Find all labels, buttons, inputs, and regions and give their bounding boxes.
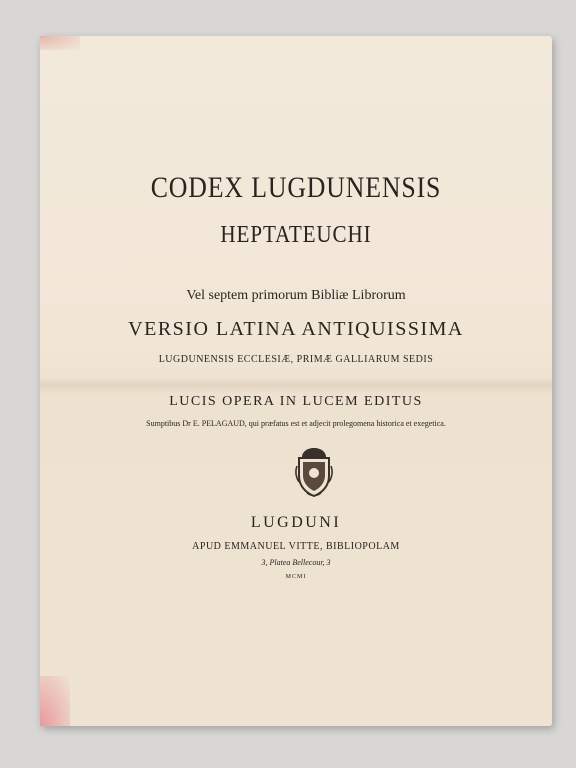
title-line-2: HEPTATEUCHI — [220, 222, 372, 248]
subtitle-line-1: Vel septem primorum Bibliæ Librorum — [186, 288, 406, 303]
edition-line-1: LUCIS OPERA IN LUCEM EDITUS — [169, 394, 423, 409]
imprint-publisher: APUD EMMANUEL VITTE, BIBLIOPOLAM — [192, 541, 400, 552]
imprint-city: LUGDUNI — [250, 514, 342, 531]
subtitle-line-3: LUGDUNENSIS ECCLESIÆ, PRIMÆ GALLIARUM SEDIS — [158, 354, 434, 365]
paper-stain-bottom — [40, 676, 70, 726]
paper-stain-top — [40, 36, 80, 50]
imprint-year: MCMI — [285, 574, 307, 580]
imprint-address: 3, Platea Bellecour, 3 — [261, 558, 331, 567]
page-fold — [40, 376, 552, 394]
printer-device-icon — [293, 446, 335, 498]
edition-line-2: Sumptibus Dr E. PELAGAUD, qui præfatus est et adjecit prolegomena historica et exegetica. — [146, 419, 446, 428]
subtitle-line-2: VERSIO LATINA ANTIQUISSIMA — [128, 318, 464, 340]
title-line-1: CODEX LUGDUNENSIS — [150, 171, 442, 204]
title-page — [40, 36, 552, 726]
